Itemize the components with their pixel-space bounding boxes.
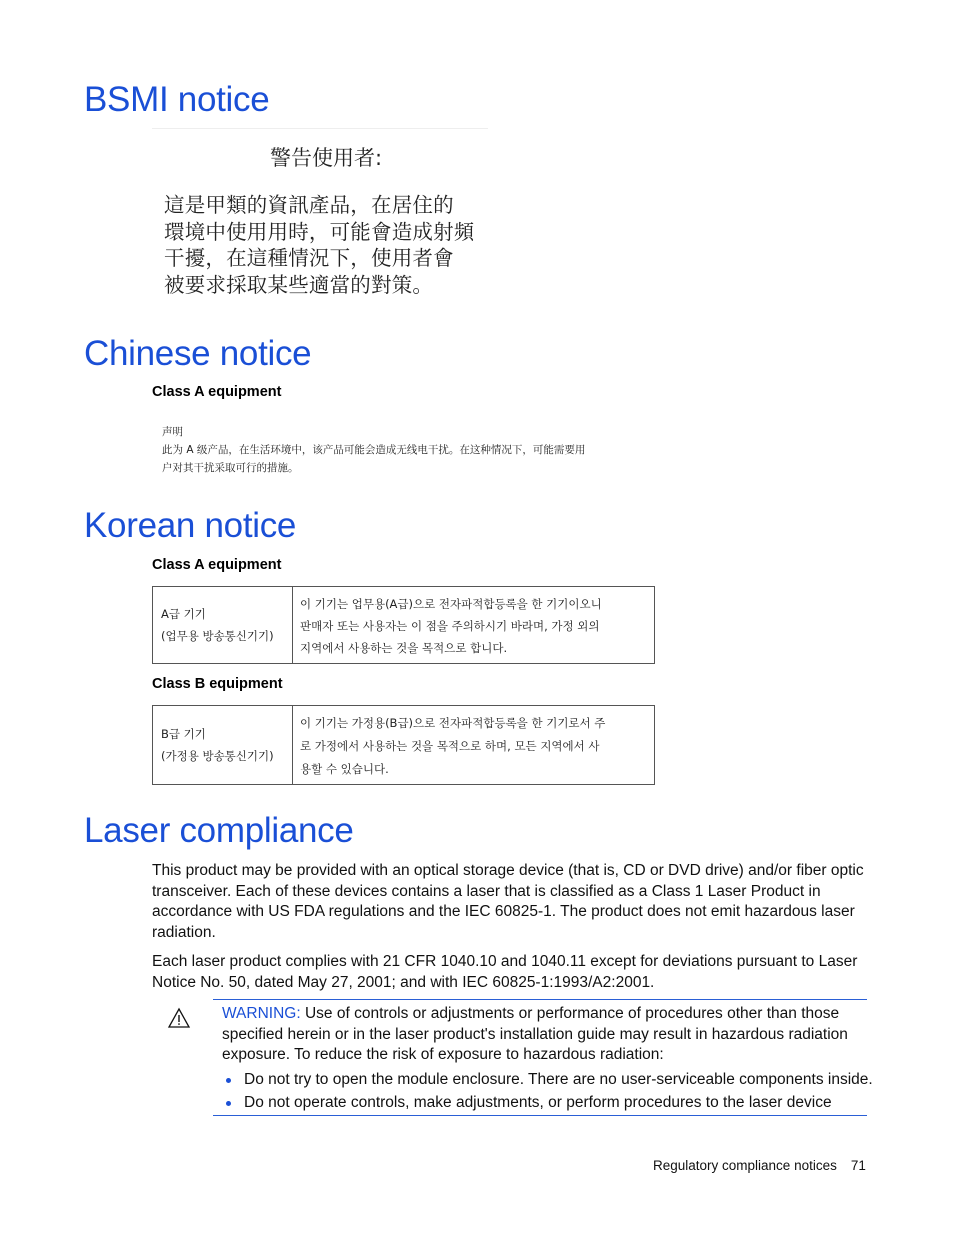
korean-b-left-line: (가정용 방송통신기기): [161, 749, 274, 763]
chinese-line: 声明: [162, 426, 183, 438]
bsmi-image-heading: 警告使用者:: [270, 146, 383, 170]
table-cell-left: [153, 706, 293, 784]
korean-b-right-line: 이 기기는 가정용(B급)으로 전자파적합등록을 한 기기로서 주: [300, 716, 606, 730]
warning-text: [222, 1004, 862, 1066]
chinese-heading: Chinese notice: [84, 334, 312, 373]
bsmi-notice-image: [152, 128, 488, 303]
footer-section-title: Regulatory compliance notices: [653, 1158, 837, 1173]
korean-b-right-line: 용할 수 있습니다.: [300, 762, 389, 776]
korean-class-a-label: Class A equipment: [152, 557, 282, 573]
korean-class-a-table: [152, 586, 655, 664]
laser-paragraph: Each laser product complies with 21 CFR 1040.10 and 1040.11 except for deviations pursuant to Laser Notice No. 50, dated May 27, 2001; and with IEC 60825-1:1993/A2:2001.: [152, 953, 858, 991]
chinese-line: 户对其干扰采取可行的措施。: [162, 462, 299, 474]
bullet-text: Do not try to open the module enclosure. There are no user-serviceable components inside.: [244, 1071, 873, 1088]
chinese-line: 此为 A 级产品，在生活环境中，该产品可能会造成无线电干扰。在这种情况下，可能需要用: [162, 444, 586, 456]
warning-triangle-icon: [167, 1007, 191, 1029]
table-cell-left: [153, 587, 293, 663]
korean-heading: Korean notice: [84, 506, 297, 545]
table-cell-right: [293, 587, 654, 663]
image-border: [152, 128, 488, 129]
korean-a-left-line: (업무용 방송통신기기): [161, 629, 274, 643]
chinese-class-label: Class A equipment: [152, 384, 282, 400]
chinese-notice-image: [162, 423, 585, 477]
table-cell-right: [293, 706, 654, 784]
laser-heading: Laser compliance: [84, 811, 354, 850]
korean-a-right-line: 이 기기는 업무용(A급)으로 전자파적합등록을 한 기기이오니: [300, 597, 602, 611]
bullet-text: Do not operate controls, make adjustments, or perform procedures to the laser device: [244, 1094, 832, 1111]
korean-a-right-line: 지역에서 사용하는 것을 목적으로 합니다.: [300, 641, 508, 655]
korean-class-b-table: [152, 705, 655, 785]
korean-a-right-line: 판매자 또는 사용자는 이 점을 주의하시기 바라며, 가정 외의: [300, 619, 600, 633]
bullet-icon: [226, 1101, 231, 1106]
korean-class-b-label: Class B equipment: [152, 676, 283, 692]
korean-b-right-line: 로 가정에서 사용하는 것을 목적으로 하며, 모든 지역에서 사: [300, 739, 600, 753]
bsmi-heading: BSMI notice: [84, 80, 270, 119]
page-number: 71: [850, 1158, 866, 1173]
page-footer: [653, 1158, 866, 1173]
bsmi-line: 干擾，在這種情況下，使用者會: [164, 246, 454, 270]
bsmi-image-text: [164, 192, 475, 298]
korean-a-left-line: A급 기기: [161, 607, 206, 621]
laser-paragraph: This product may be provided with an optical storage device (that is, CD or DVD drive) and/or fiber optic transceiver. Each of these devices contains a laser that is classified as a Class 1 Laser Product in accordance with US FDA regulations and the IEC 60825-1. The product does not emit hazardous laser radiation.: [152, 862, 864, 941]
warning-body: Use of controls or adjustments or performance of procedures other than those specified herein or in the laser product's installation guide may result in hazardous radiation exposure. To reduce the risk of exposure to hazardous radiation:: [222, 1005, 848, 1063]
bullet-icon: [226, 1078, 231, 1083]
warning-keyword: WARNING:: [222, 1005, 301, 1022]
bsmi-line: 環境中使用用時，可能會造成射頻: [164, 219, 475, 244]
korean-b-left-line: B급 기기: [161, 727, 206, 741]
bsmi-line: 被要求採取某些適當的對策。: [164, 272, 434, 297]
bsmi-line: 這是甲類的資訊產品，在居住的: [164, 193, 454, 217]
